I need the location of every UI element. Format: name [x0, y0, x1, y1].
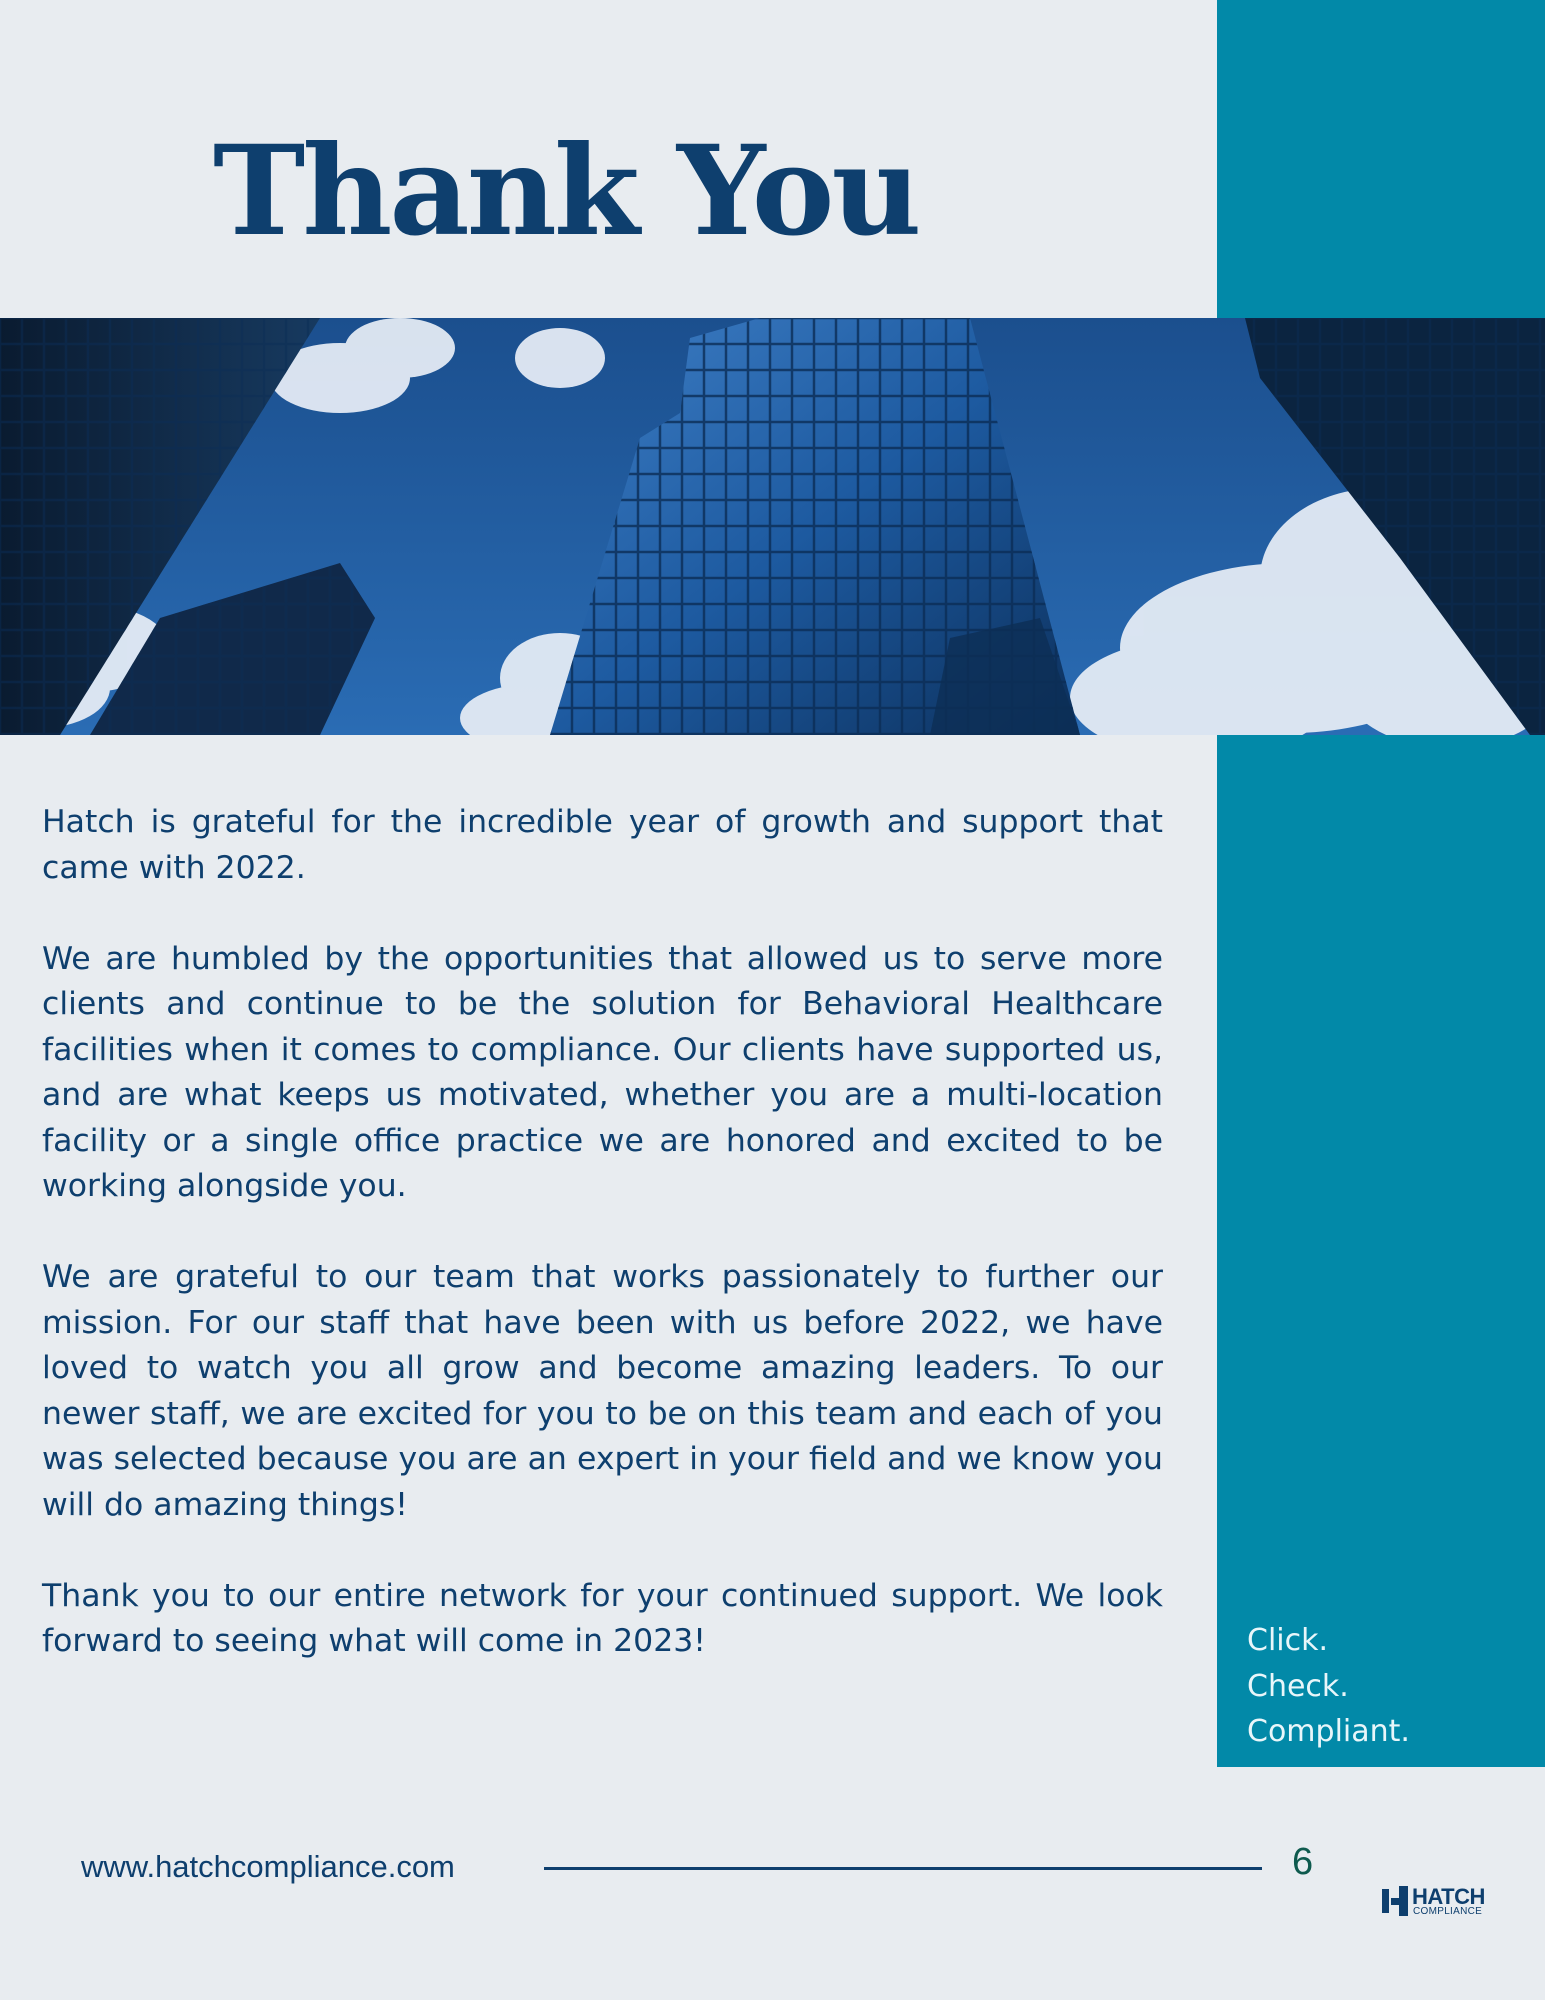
accent-bar-top [1217, 0, 1545, 318]
footer-url[interactable]: www.hatchcompliance.com [81, 1849, 455, 1884]
tagline [1247, 1618, 1410, 1755]
paragraph-closing: Thank you to our entire network for your continued support. We look forward to seeing what will come in 2023! [42, 1577, 1163, 1659]
footer-divider [544, 1867, 1262, 1870]
paragraph-clients: We are humbled by the opportunities that allowed us to serve more clients and continue to be the solution for Behavioral Healthcare facilities when it comes to compliance. Our clients have supported us, and are what keeps us motivated, whether you are a multi-location facility or a single office practice we are honored and excited to be working alongside you. [42, 940, 1163, 1204]
accent-bar-bottom [1217, 735, 1545, 1767]
tagline-line: Compliant. [1247, 1714, 1410, 1749]
logo-subtitle: COMPLIANCE [1413, 1906, 1483, 1917]
page-title: Thank You [213, 119, 919, 264]
page-number: 6 [1292, 1841, 1314, 1883]
body-text [42, 800, 1163, 1710]
logo-name: HATCH [1412, 1884, 1485, 1909]
paragraph-intro: Hatch is grateful for the incredible year of growth and support that came with 2022. [42, 804, 1163, 886]
logo-mark-icon [1382, 1886, 1408, 1916]
hatch-compliance-logo [1382, 1886, 1512, 1918]
tagline-line: Check. [1247, 1668, 1349, 1704]
hero-image [0, 318, 1545, 735]
tagline-line: Click. [1247, 1623, 1329, 1658]
paragraph-team: We are grateful to our team that works passionately to further our mission. For our staff that have been with us before 2022, we have loved to watch you all grow and become amazing leaders. To our newer staff, we are excited for you to be on this team and each of you was selected because you are an expert in your field and we know you will do amazing things! [42, 1259, 1163, 1523]
